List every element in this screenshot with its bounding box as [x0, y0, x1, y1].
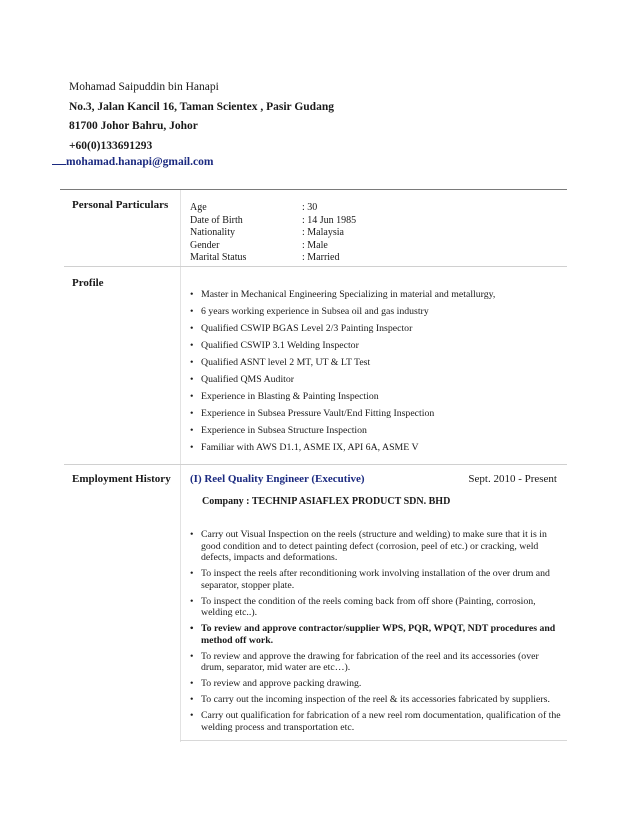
profile-item: • Master in Mechanical Engineering Specializing in material and metallurgy,: [190, 289, 562, 301]
personal-key: Date of Birth: [190, 214, 243, 226]
section-label-column: [64, 465, 181, 742]
profile-item: • Experience in Blasting & Painting Inspection: [190, 391, 562, 403]
duty-item: • To inspect the condition of the reels coming back from off shore (Painting, corrosion, welding etc..).: [190, 596, 562, 619]
personal-row: [190, 240, 356, 253]
email-line: [52, 156, 213, 168]
contact-block: [69, 78, 334, 156]
personal-row: [190, 202, 356, 215]
duty-item: • To inspect the reels after reconditioning work involving installation of the over drum and separator, stopper plate.: [190, 568, 562, 591]
section-label-column: [64, 267, 181, 465]
employment-title: Employment History: [72, 473, 171, 485]
duty-item: • Carry out Visual Inspection on the reels (structure and welding) to make sure that it is in good condition and to detect painting defect (corrosion, peel of etc.) or cracking, weld defects, impacts and deformations.: [190, 529, 562, 564]
personal-value: : Male: [302, 239, 328, 251]
personal-key: Marital Status: [190, 252, 247, 263]
profile-item: • Familiar with AWS D1.1, ASME IX, API 6A, ASME V: [190, 442, 562, 454]
phone-number: +60(0)133691293: [69, 139, 153, 152]
personal-value: : Malaysia: [302, 227, 344, 238]
profile-title: Profile: [72, 277, 104, 289]
personal-key: Age: [190, 202, 207, 213]
duty-item: • To review and approve the drawing for fabrication of the reel and its accessories (over drum, separator, mid water are etc…).: [190, 651, 562, 674]
personal-row: [190, 215, 356, 228]
personal-particulars-title: Personal Particulars: [72, 199, 169, 211]
email-link[interactable]: mohamad.hanapi@gmail.com: [66, 156, 214, 168]
duties-list: [190, 529, 562, 738]
personal-value: : Married: [302, 252, 340, 263]
personal-row: [190, 252, 356, 265]
personal-key: Gender: [190, 239, 220, 251]
address-line-1: No.3, Jalan Kancil 16, Taman Scientex , Pasir Gudang: [69, 100, 334, 113]
profile-item: • Qualified QMS Auditor: [190, 374, 562, 386]
personal-value: : 30: [302, 202, 318, 213]
personal-particulars-section: [64, 190, 567, 266]
job-dates: Sept. 2010 - Present: [468, 473, 557, 485]
profile-item: • Qualified CSWIP 3.1 Welding Inspector: [190, 340, 562, 352]
duty-item: • Carry out qualification for fabrication of a new reel rom documentation, qualification of the welding process and transportation etc.: [190, 710, 562, 733]
profile-item: • Experience in Subsea Structure Inspection: [190, 425, 562, 437]
email-underline: [52, 164, 66, 165]
job-title: (I) Reel Quality Engineer (Executive): [190, 473, 365, 485]
duty-item: • To review and approve contractor/supplier WPS, PQR, WPQT, NDT procedures and method off work.: [190, 623, 562, 646]
profile-item: • Qualified CSWIP BGAS Level 2/3 Painting Inspector: [190, 323, 562, 335]
duty-item: • To carry out the incoming inspection of the reel & its accessories fabricated by suppliers.: [190, 694, 562, 706]
profile-list: [190, 289, 562, 459]
profile-item: • Qualified ASNT level 2 MT, UT & LT Test: [190, 357, 562, 369]
candidate-name: Mohamad Saipuddin bin Hanapi: [69, 81, 219, 93]
duty-item: • To review and approve packing drawing.: [190, 678, 562, 690]
address-line-2: 81700 Johor Bahru, Johor: [69, 120, 198, 132]
company-name: Company : TECHNIP ASIAFLEX PRODUCT SDN. BHD: [202, 496, 451, 507]
personal-row: [190, 227, 356, 240]
personal-key: Nationality: [190, 227, 235, 238]
profile-item: • Experience in Subsea Pressure Vault/End Fitting Inspection: [190, 408, 562, 420]
bottom-divider: [180, 740, 567, 741]
personal-value: : 14 Jun 1985: [302, 214, 357, 226]
profile-item: • 6 years working experience in Subsea oil and gas industry: [190, 306, 562, 318]
personal-details-table: [190, 202, 356, 265]
profile-section: [64, 266, 567, 465]
employment-section: [64, 464, 567, 742]
